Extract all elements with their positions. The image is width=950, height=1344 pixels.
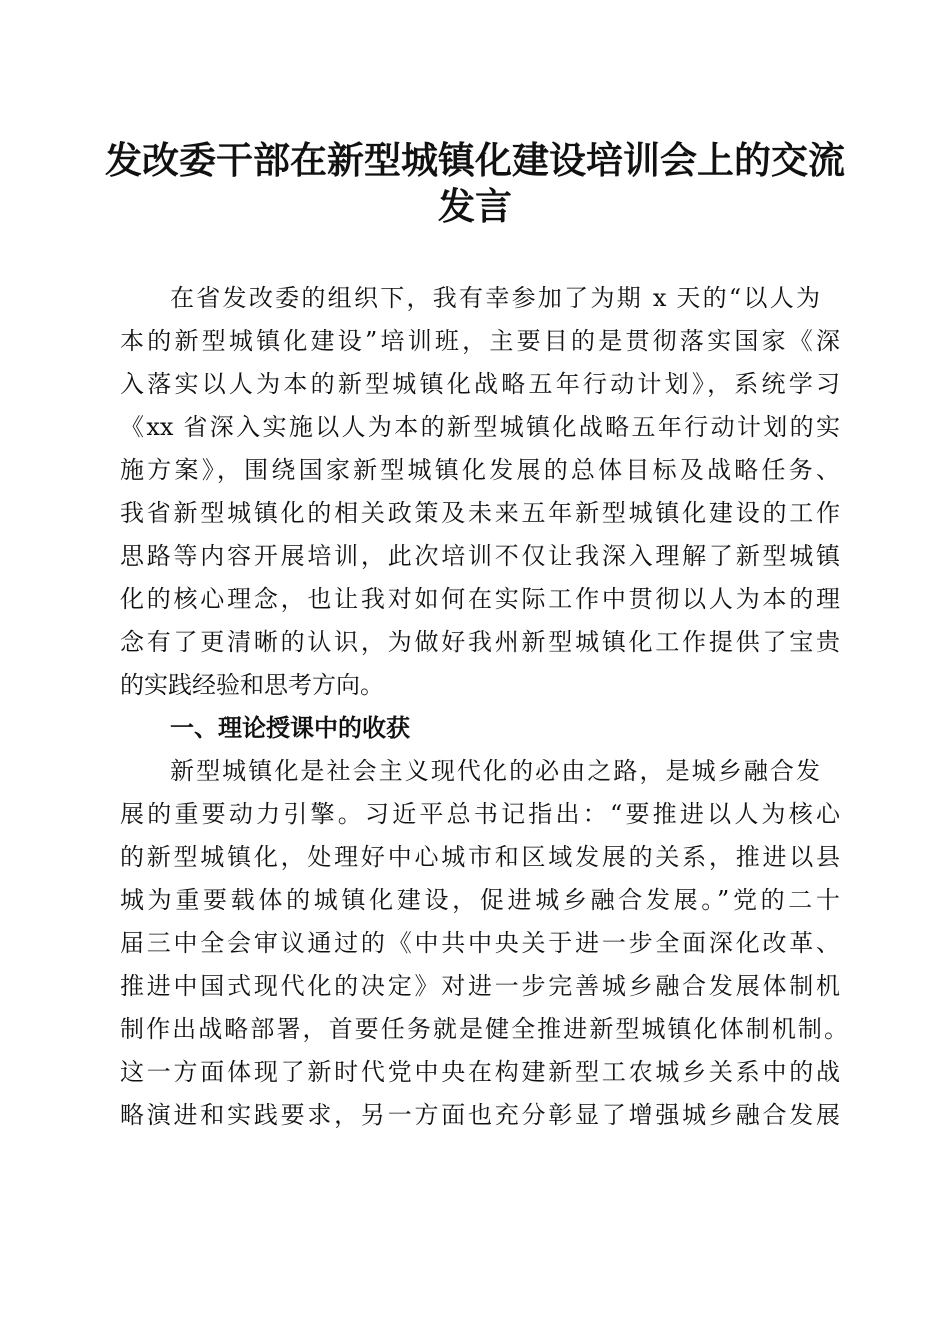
- paragraph-1-line: 我省新型城镇化的相关政策及未来五年新型城镇化建设的工作: [120, 499, 840, 527]
- paragraph-1-line: 思路等内容开展培训，此次培训不仅让我深入理解了新型城镇: [120, 542, 840, 570]
- paragraph-1-line: 念有了更清晰的认识，为做好我州新型城镇化工作提供了宝贵: [120, 628, 840, 656]
- document-title-line-1: 发改委干部在新型城镇化建设培训会上的交流: [105, 138, 845, 182]
- paragraph-1-line: 本的新型城镇化建设”培训班，主要目的是贯彻落实国家《深: [120, 327, 840, 355]
- paragraph-2-line: 新型城镇化是社会主义现代化的必由之路，是城乡融合发: [170, 757, 820, 785]
- paragraph-2-line: 推进中国式现代化的决定》对进一步完善城乡融合发展体制机: [120, 972, 840, 1000]
- paragraph-1-line: 《xx 省深入实施以人为本的新型城镇化战略五年行动计划的实: [120, 413, 840, 441]
- section-heading-1: 一、理论授课中的收获: [170, 714, 410, 742]
- paragraph-2-line: 略演进和实践要求，另一方面也充分彰显了增强城乡融合发展: [120, 1101, 840, 1129]
- paragraph-2-line: 这一方面体现了新时代党中央在构建新型工农城乡关系中的战: [120, 1058, 840, 1086]
- paragraph-2-line: 制作出战略部署，首要任务就是健全推进新型城镇化体制机制。: [120, 1015, 848, 1043]
- paragraph-1-line: 的实践经验和思考方向。: [120, 671, 384, 699]
- document-title-line-2: 发言: [438, 184, 512, 228]
- paragraph-2-line: 展的重要动力引擎。习近平总书记指出：“要推进以人为核心: [120, 800, 840, 828]
- paragraph-1-line: 在省发改委的组织下，我有幸参加了为期 x 天的“以人为: [170, 284, 820, 312]
- paragraph-2-line: 城为重要载体的城镇化建设，促进城乡融合发展。”党的二十: [120, 886, 840, 914]
- paragraph-1-line: 入落实以人为本的新型城镇化战略五年行动计划》，系统学习: [120, 370, 840, 398]
- paragraph-2-line: 届三中全会审议通过的《中共中央关于进一步全面深化改革、: [120, 929, 840, 957]
- paragraph-2-line: 的新型城镇化，处理好中心城市和区域发展的关系，推进以县: [120, 843, 840, 871]
- paragraph-1-line: 施方案》，围绕国家新型城镇化发展的总体目标及战略任务、: [120, 456, 840, 484]
- paragraph-1-line: 化的核心理念，也让我对如何在实际工作中贯彻以人为本的理: [120, 585, 840, 613]
